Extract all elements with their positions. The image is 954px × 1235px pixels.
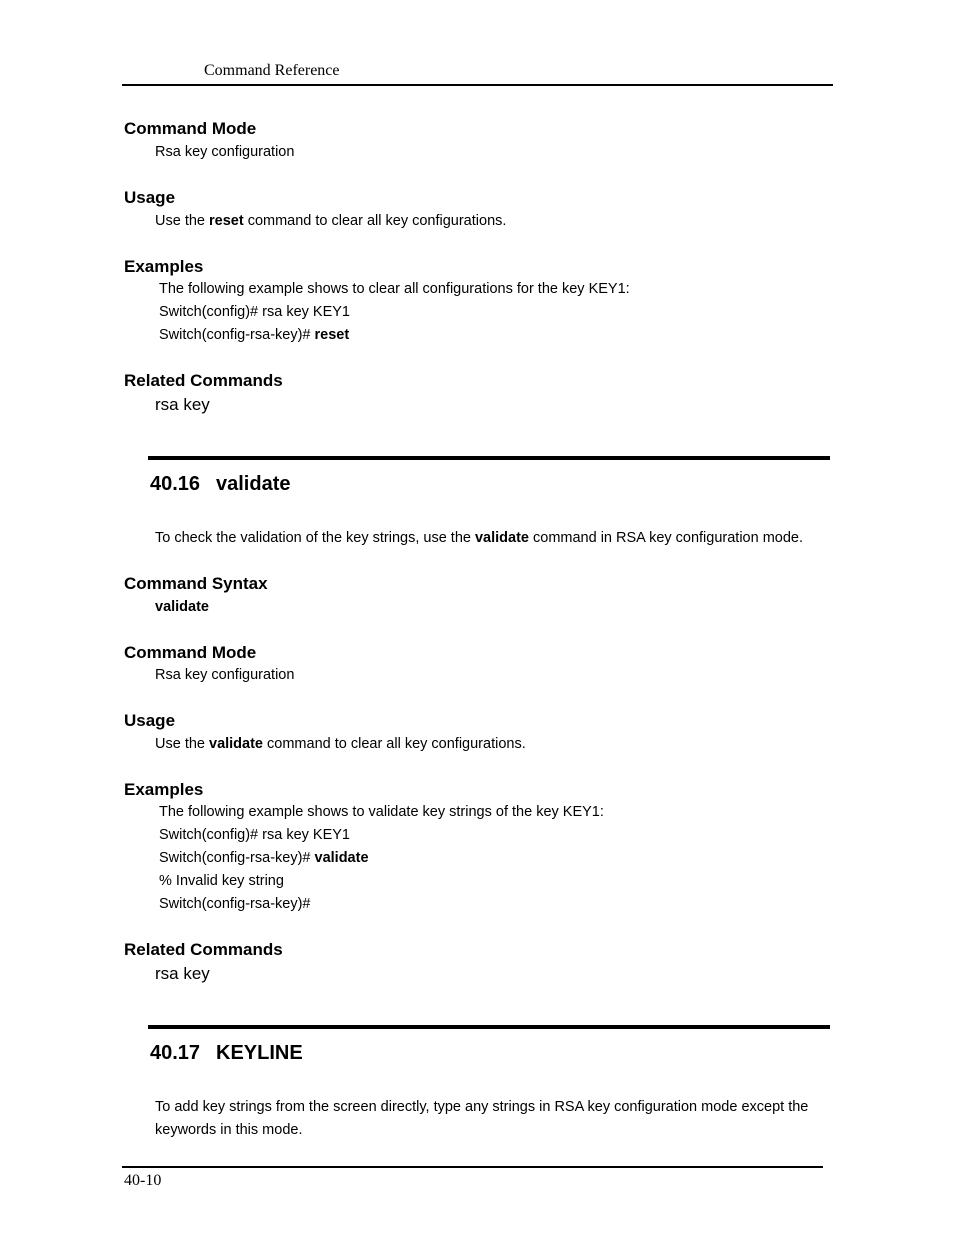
section-title-40-17: 40.17 KEYLINE <box>150 1042 303 1064</box>
example-intro: The following example shows to clear all configurations for the key KEY1: <box>159 281 630 297</box>
header-rule <box>122 84 833 86</box>
section-intro: To check the validation of the key strings, use the validate command in RSA key configuration mode. <box>155 530 804 546</box>
command-mode-text: Rsa key configuration <box>155 144 295 160</box>
section-rule <box>148 456 830 460</box>
usage-heading: Usage <box>124 188 176 207</box>
related-commands-heading: Related Commands <box>124 371 283 390</box>
reset-keyword: reset <box>209 213 244 229</box>
section-title-40-16: 40.16 validate <box>150 473 291 495</box>
command-syntax-text: validate <box>155 599 209 615</box>
example-line: Switch(config)# rsa key KEY1 <box>159 304 350 320</box>
page-number: 40-10 <box>124 1172 162 1189</box>
command-syntax-heading: Command Syntax <box>124 574 268 593</box>
section-intro-line: keywords in this mode. <box>155 1122 303 1138</box>
command-mode-text: Rsa key configuration <box>155 667 295 683</box>
example-line: Switch(config)# rsa key KEY1 <box>159 827 350 843</box>
usage-text: Use the reset command to clear all key configurations. <box>155 213 507 229</box>
examples-heading: Examples <box>124 257 204 276</box>
section-rule <box>148 1025 830 1029</box>
usage-text: Use the validate command to clear all key configurations. <box>155 736 526 752</box>
example-line: Switch(config-rsa-key)# validate <box>159 850 369 866</box>
usage-heading: Usage <box>124 711 176 730</box>
footer-rule <box>122 1166 823 1168</box>
command-mode-heading: Command Mode <box>124 643 257 662</box>
section-intro-line: To add key strings from the screen directly, type any strings in RSA key configuration mode except the <box>155 1099 809 1115</box>
example-line: % Invalid key string <box>159 873 284 889</box>
related-commands-heading: Related Commands <box>124 940 283 959</box>
examples-heading: Examples <box>124 780 204 799</box>
related-command-link[interactable]: rsa key <box>155 395 210 414</box>
example-line: Switch(config-rsa-key)# <box>159 896 311 912</box>
command-mode-heading: Command Mode <box>124 119 257 138</box>
example-intro: The following example shows to validate key strings of the key KEY1: <box>159 804 604 820</box>
running-header: Command Reference <box>204 62 340 79</box>
related-command-link[interactable]: rsa key <box>155 964 210 983</box>
example-line: Switch(config-rsa-key)# reset <box>159 327 350 343</box>
